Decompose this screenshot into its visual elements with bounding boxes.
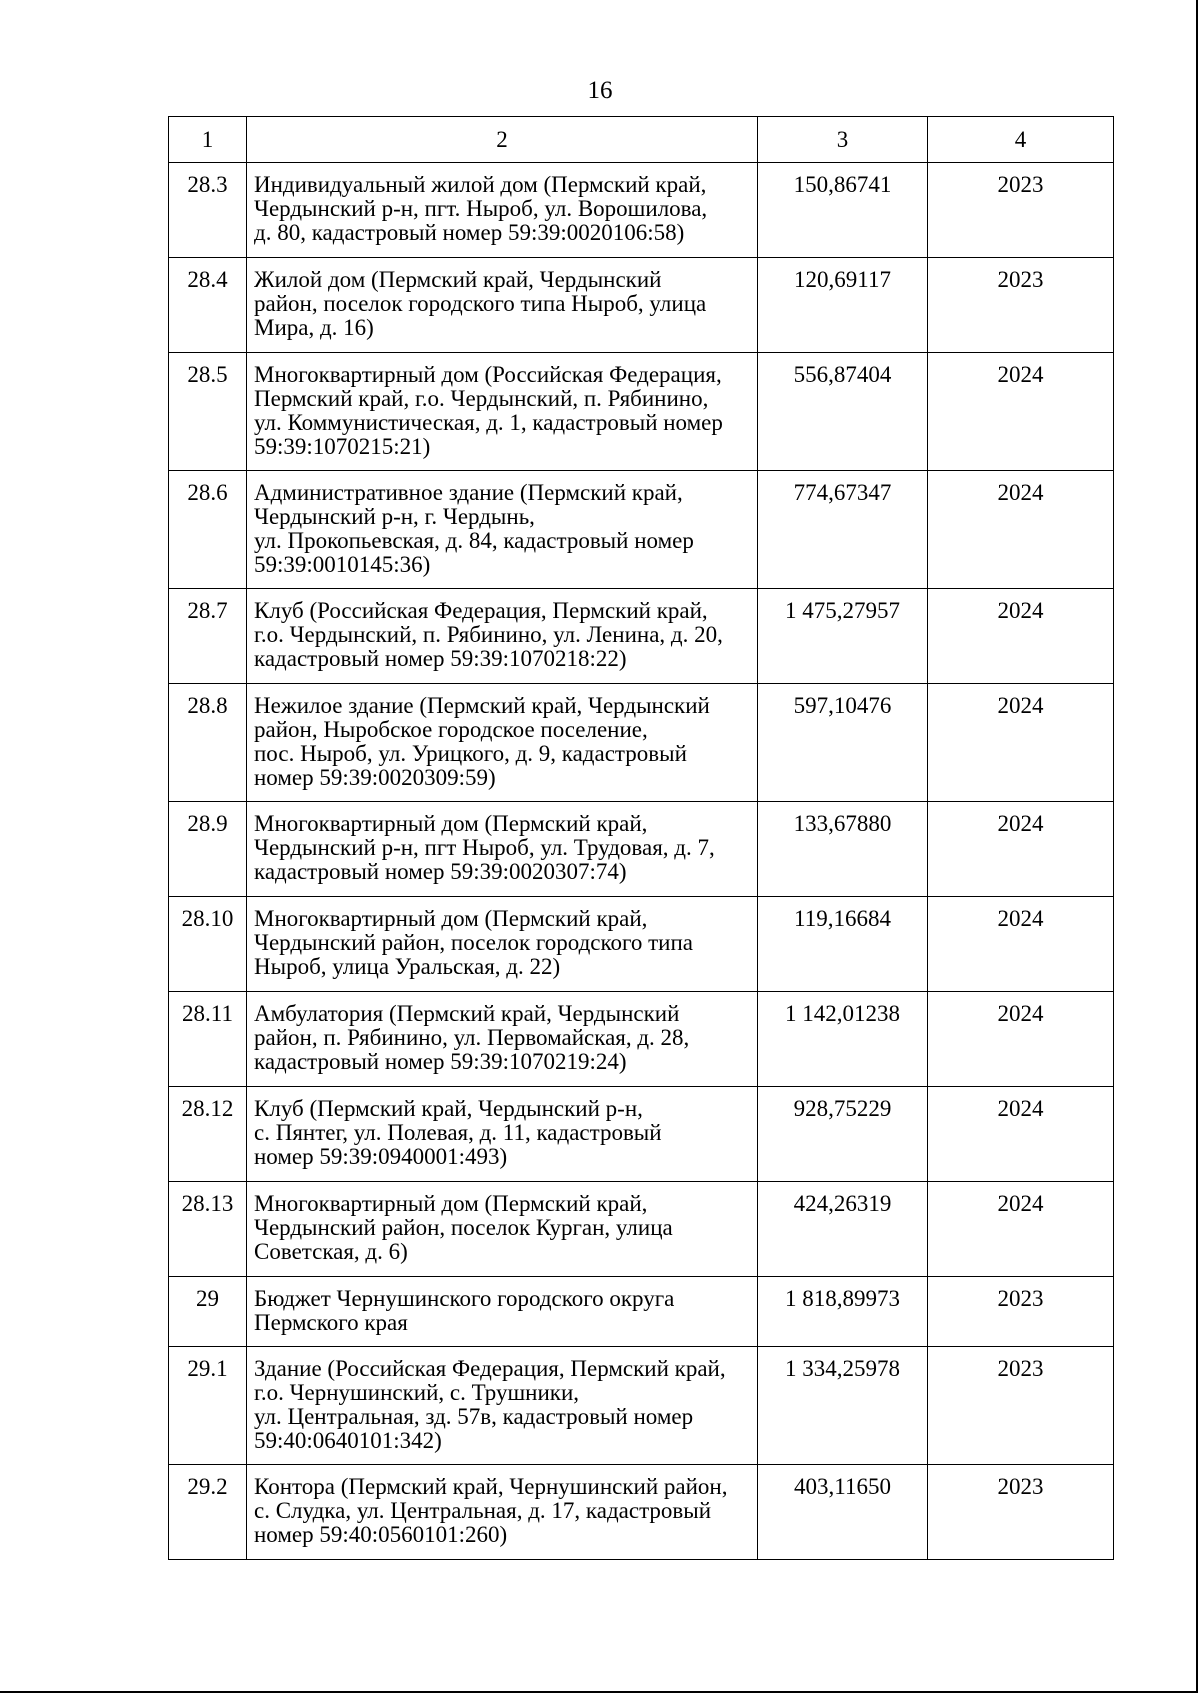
row-number: 28.3 bbox=[169, 163, 247, 258]
description-line: Советская, д. 6) bbox=[254, 1239, 408, 1264]
row-amount: 1 142,01238 bbox=[758, 992, 928, 1087]
description-line: Пермского края bbox=[254, 1310, 408, 1335]
description-line: ул. Коммунистическая, д. 1, кадастровый номер bbox=[254, 410, 723, 435]
row-description bbox=[247, 1347, 758, 1465]
description-line: Чердынский р-н, пгт Ныроб, ул. Трудовая, д. 7, bbox=[254, 835, 715, 860]
row-year: 2024 bbox=[928, 992, 1114, 1087]
row-description bbox=[247, 1465, 758, 1560]
row-amount: 403,11650 bbox=[758, 1465, 928, 1560]
row-year: 2024 bbox=[928, 802, 1114, 897]
row-year: 2023 bbox=[928, 1277, 1114, 1347]
table-row bbox=[169, 1465, 1114, 1560]
description-line: Здание (Российская Федерация, Пермский край, bbox=[254, 1356, 726, 1381]
row-amount: 424,26319 bbox=[758, 1182, 928, 1277]
description-line: Многоквартирный дом (Пермский край, bbox=[254, 906, 648, 931]
description-line: Бюджет Чернушинского городского округа bbox=[254, 1286, 675, 1311]
data-table bbox=[168, 116, 1114, 1560]
row-number: 29.1 bbox=[169, 1347, 247, 1465]
table-row bbox=[169, 897, 1114, 992]
row-number: 28.13 bbox=[169, 1182, 247, 1277]
row-number: 28.12 bbox=[169, 1087, 247, 1182]
table-row bbox=[169, 163, 1114, 258]
description-line: Контора (Пермский край, Чернушинский район, bbox=[254, 1474, 728, 1499]
row-description bbox=[247, 992, 758, 1087]
table-body bbox=[169, 163, 1114, 1560]
table-row bbox=[169, 992, 1114, 1087]
description-line: район, Ныробское городское поселение, bbox=[254, 717, 648, 742]
row-year: 2023 bbox=[928, 163, 1114, 258]
row-amount: 1 334,25978 bbox=[758, 1347, 928, 1465]
column-header-1: 1 bbox=[169, 117, 247, 163]
row-year: 2023 bbox=[928, 1347, 1114, 1465]
header-row bbox=[169, 117, 1114, 163]
description-line: Многоквартирный дом (Пермский край, bbox=[254, 1191, 648, 1216]
row-number: 28.10 bbox=[169, 897, 247, 992]
description-line: Мира, д. 16) bbox=[254, 315, 374, 340]
row-description bbox=[247, 258, 758, 353]
description-line: г.о. Чердынский, п. Рябинино, ул. Ленина, д. 20, bbox=[254, 622, 723, 647]
row-amount: 133,67880 bbox=[758, 802, 928, 897]
row-number: 28.6 bbox=[169, 471, 247, 589]
row-year: 2024 bbox=[928, 589, 1114, 684]
description-line: с. Слудка, ул. Центральная, д. 17, кадастровый bbox=[254, 1498, 712, 1523]
row-description bbox=[247, 1087, 758, 1182]
row-year: 2024 bbox=[928, 684, 1114, 802]
table-row bbox=[169, 1087, 1114, 1182]
row-number: 28.5 bbox=[169, 353, 247, 471]
row-amount: 774,67347 bbox=[758, 471, 928, 589]
description-line: Индивидуальный жилой дом (Пермский край, bbox=[254, 172, 707, 197]
description-line: номер 59:39:0020309:59) bbox=[254, 765, 496, 790]
table-row bbox=[169, 802, 1114, 897]
description-line: Чердынский район, поселок Курган, улица bbox=[254, 1215, 673, 1240]
row-year: 2023 bbox=[928, 1465, 1114, 1560]
table-row bbox=[169, 1277, 1114, 1347]
description-line: Многоквартирный дом (Пермский край, bbox=[254, 811, 648, 836]
description-line: Чердынский район, поселок городского типа bbox=[254, 930, 693, 955]
description-line: Нежилое здание (Пермский край, Чердынский bbox=[254, 693, 710, 718]
description-line: Пермский край, г.о. Чердынский, п. Рябинино, bbox=[254, 386, 709, 411]
description-line: 59:39:1070215:21) bbox=[254, 434, 431, 459]
row-number: 29.2 bbox=[169, 1465, 247, 1560]
row-year: 2023 bbox=[928, 258, 1114, 353]
description-line: г.о. Чернушинский, с. Трушники, bbox=[254, 1380, 580, 1405]
description-line: 59:39:0010145:36) bbox=[254, 552, 431, 577]
row-description bbox=[247, 163, 758, 258]
table-row bbox=[169, 1347, 1114, 1465]
row-amount: 1 475,27957 bbox=[758, 589, 928, 684]
description-line: Клуб (Пермский край, Чердынский р-н, bbox=[254, 1096, 643, 1121]
description-line: пос. Ныроб, ул. Урицкого, д. 9, кадастровый bbox=[254, 741, 687, 766]
row-description bbox=[247, 1277, 758, 1347]
row-amount: 928,75229 bbox=[758, 1087, 928, 1182]
description-line: кадастровый номер 59:39:1070218:22) bbox=[254, 646, 627, 671]
table-row bbox=[169, 471, 1114, 589]
description-line: район, п. Рябинино, ул. Первомайская, д. 28, bbox=[254, 1025, 690, 1050]
description-line: Многоквартирный дом (Российская Федерация, bbox=[254, 362, 722, 387]
column-header-2: 2 bbox=[247, 117, 758, 163]
description-line: 59:40:0640101:342) bbox=[254, 1428, 442, 1453]
row-year: 2024 bbox=[928, 353, 1114, 471]
row-description bbox=[247, 471, 758, 589]
row-amount: 597,10476 bbox=[758, 684, 928, 802]
row-amount: 1 818,89973 bbox=[758, 1277, 928, 1347]
description-line: Клуб (Российская Федерация, Пермский край, bbox=[254, 598, 708, 623]
row-description bbox=[247, 589, 758, 684]
row-number: 28.11 bbox=[169, 992, 247, 1087]
row-number: 28.7 bbox=[169, 589, 247, 684]
description-line: Амбулатория (Пермский край, Чердынский bbox=[254, 1001, 680, 1026]
table-row bbox=[169, 684, 1114, 802]
row-amount: 120,69117 bbox=[758, 258, 928, 353]
row-amount: 119,16684 bbox=[758, 897, 928, 992]
table-row bbox=[169, 1182, 1114, 1277]
page-number: 16 bbox=[587, 77, 613, 104]
description-line: Административное здание (Пермский край, bbox=[254, 480, 683, 505]
row-number: 28.4 bbox=[169, 258, 247, 353]
row-description bbox=[247, 1182, 758, 1277]
row-description bbox=[247, 802, 758, 897]
column-header-3: 3 bbox=[758, 117, 928, 163]
description-line: Ныроб, улица Уральская, д. 22) bbox=[254, 954, 561, 979]
description-line: Жилой дом (Пермский край, Чердынский bbox=[254, 267, 662, 292]
row-year: 2024 bbox=[928, 1087, 1114, 1182]
column-header-4: 4 bbox=[928, 117, 1114, 163]
row-number: 28.9 bbox=[169, 802, 247, 897]
description-line: д. 80, кадастровый номер 59:39:0020106:58) bbox=[254, 220, 685, 245]
row-amount: 556,87404 bbox=[758, 353, 928, 471]
description-line: кадастровый номер 59:39:0020307:74) bbox=[254, 859, 627, 884]
row-description bbox=[247, 353, 758, 471]
description-line: Чердынский р-н, г. Чердынь, bbox=[254, 504, 535, 529]
row-number: 28.8 bbox=[169, 684, 247, 802]
description-line: кадастровый номер 59:39:1070219:24) bbox=[254, 1049, 627, 1074]
row-year: 2024 bbox=[928, 897, 1114, 992]
description-line: номер 59:40:0560101:260) bbox=[254, 1522, 508, 1547]
row-number: 29 bbox=[169, 1277, 247, 1347]
row-description bbox=[247, 897, 758, 992]
table-row bbox=[169, 589, 1114, 684]
row-amount: 150,86741 bbox=[758, 163, 928, 258]
description-line: район, поселок городского типа Ныроб, улица bbox=[254, 291, 707, 316]
description-line: номер 59:39:0940001:493) bbox=[254, 1144, 508, 1169]
table-row bbox=[169, 353, 1114, 471]
row-year: 2024 bbox=[928, 1182, 1114, 1277]
description-line: ул. Центральная, зд. 57в, кадастровый номер bbox=[254, 1404, 694, 1429]
description-line: Чердынский р-н, пгт. Ныроб, ул. Ворошилова, bbox=[254, 196, 708, 221]
description-line: ул. Прокопьевская, д. 84, кадастровый номер bbox=[254, 528, 694, 553]
description-line: с. Пянтег, ул. Полевая, д. 11, кадастровый bbox=[254, 1120, 662, 1145]
row-year: 2024 bbox=[928, 471, 1114, 589]
table-row bbox=[169, 258, 1114, 353]
row-description bbox=[247, 684, 758, 802]
